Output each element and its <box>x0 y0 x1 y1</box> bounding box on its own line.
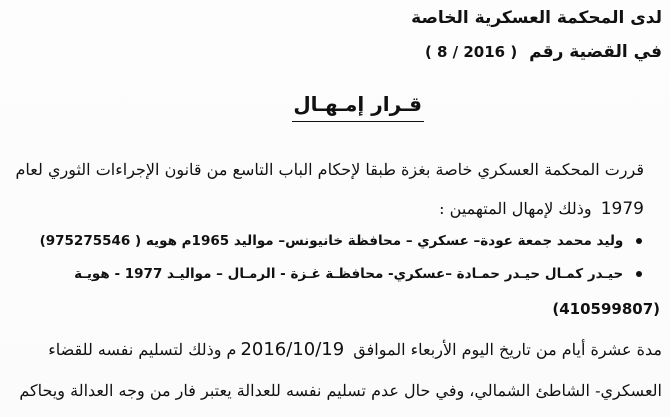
law-year: 1979 <box>600 199 644 219</box>
accused-1-text: وليد محمد جمعة عودة– عسكري – محافظة خانيونس– مواليد 1965م هويه ( 975275546) <box>39 233 624 249</box>
accused-item-1 <box>40 233 642 249</box>
deadline-after: م وذلك لتسليم نفسه للقضاء <box>48 340 237 359</box>
accused-2-text: حيـدر كمـال حيـدر حمـادة –عسكري- محافظـة غـزة - الرمـال – مواليـد 1977 - هويـة <box>74 266 624 282</box>
deadline-date: 2016/10/19 <box>240 339 345 360</box>
intro-paragraph: قررت المحكمة العسكري خاصة بغزة طبقا لإحكام الباب التاسع من قانون الإجراءات الثوري لعام <box>15 160 644 179</box>
case-label: في القضية رقم <box>529 42 662 62</box>
intro-continuation-text: وذلك لإمهال المتهمين : <box>439 199 592 218</box>
document-title: قـرار إمـهـال <box>293 92 422 116</box>
accused-2-id: (410599807) <box>552 300 660 318</box>
bullet-icon <box>636 238 642 244</box>
case-number: ( 8 / 2016 ) <box>424 43 518 61</box>
deadline-paragraph <box>48 339 662 360</box>
final-paragraph-line: العسكري- الشاطئ الشمالي، وفي حال عدم تسليم نفسه للعدالة يعتبر فار من وجه العدالة ويحاكم <box>19 381 662 400</box>
title-underline <box>292 121 424 122</box>
case-number-line <box>425 42 662 62</box>
intro-continuation <box>439 199 644 219</box>
deadline-before: مدة عشرة أيام من تاريخ اليوم الأربعاء الموافق <box>353 340 662 359</box>
bullet-icon <box>636 271 642 277</box>
accused-item-2 <box>74 266 642 282</box>
court-name: لدى المحكمة العسكرية الخاصة <box>411 8 662 28</box>
